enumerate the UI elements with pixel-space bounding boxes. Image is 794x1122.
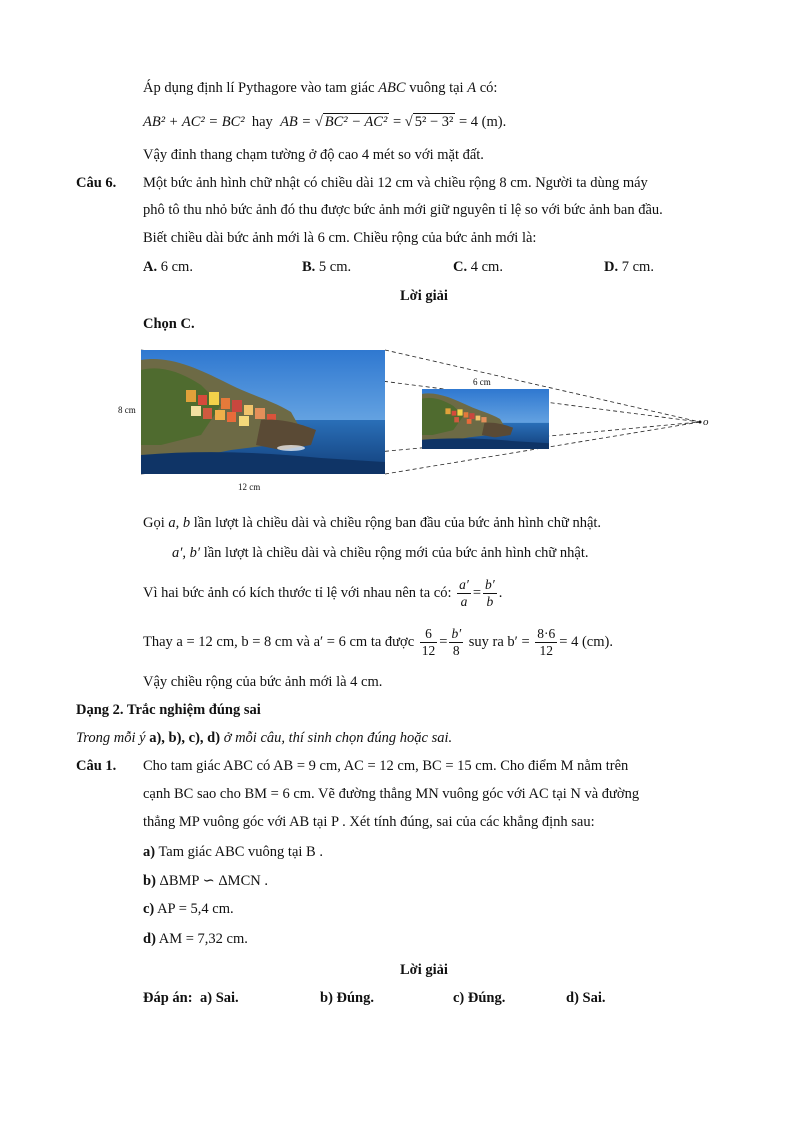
- frac-den: a: [460, 594, 468, 610]
- sol-text: Gọi: [143, 515, 169, 531]
- fraction-8x6-12: [535, 626, 557, 659]
- fraction-a: [457, 577, 471, 610]
- frac-num: 8·6: [537, 626, 556, 642]
- instr-text: Trong mỗi ý: [76, 730, 150, 746]
- item-text: AP = 5,4 cm.: [154, 901, 234, 917]
- item-text: Tam giác ABC vuông tại B .: [155, 844, 323, 860]
- q1-answer-b: b) Đúng.: [320, 990, 374, 1006]
- section-title: Dạng 2. Trắc nghiệm đúng sai: [76, 702, 261, 718]
- sol-line-5: Vậy chiều rộng của bức ảnh mới là 4 cm.: [143, 674, 383, 690]
- option-letter: B.: [302, 259, 316, 275]
- q1-text-line-3: thẳng MP vuông góc với AB tại P . Xét tính đúng, sai của các khẳng định sau:: [143, 814, 595, 830]
- item-text: ΔBMP ∽ ΔMCN .: [155, 873, 268, 889]
- q6-text-line-2: phô tô thu nhỏ bức ảnh đó thu được bức ảnh mới giữ nguyên tỉ lệ so với bức ảnh ban đầu.: [143, 202, 663, 218]
- fraction-b-8: [449, 626, 463, 659]
- formula-ab: AB =: [280, 114, 312, 130]
- q1-label: Câu 1.: [76, 758, 117, 774]
- projection-figure: [0, 0, 794, 520]
- original-photo: [141, 350, 385, 474]
- vertex-name: A: [467, 80, 477, 96]
- intro-text: Áp dụng định lí Pythagore vào tam giác: [143, 80, 379, 96]
- q1-answer-a: a) Sai.: [200, 990, 239, 1006]
- q6-text-line-1: Một bức ảnh hình chữ nhật có chiều dài 12 cm và chiều rộng 8 cm. Người ta dùng máy: [143, 175, 648, 191]
- sol-line-3: [143, 573, 502, 613]
- q1-solution-heading: Lời giải: [400, 962, 448, 978]
- frac-den: 12: [421, 643, 436, 659]
- frac-den: b: [486, 594, 494, 610]
- q1-answer-label: Đáp án:: [143, 990, 193, 1006]
- frac-num: a′: [459, 577, 469, 593]
- option-letter: D.: [604, 259, 619, 275]
- fraction-b: [483, 577, 497, 610]
- formula-sqrt-2: 5² − 3²: [414, 114, 454, 130]
- option-text: 4 cm.: [467, 259, 503, 275]
- sol-text: lần lượt là chiều dài và chiều rộng ban đầu của bức ảnh hình chữ nhật.: [190, 515, 602, 531]
- sol-text: Vì hai bức ảnh có kích thước tỉ lệ với nhau nên ta có:: [143, 585, 452, 601]
- q1-text-line-1: Cho tam giác ABC có AB = 9 cm, AC = 12 cm, BC = 15 cm. Cho điểm M nằm trên: [143, 758, 629, 774]
- sol-text: = 4 (cm).: [559, 634, 613, 650]
- q1-item-b: [143, 872, 268, 890]
- triangle-name: ABC: [378, 80, 406, 96]
- frac-num: b′: [451, 626, 462, 642]
- q1-item-a: [143, 843, 323, 861]
- pythagore-formula: AB² + AC² = BC² hay AB = √ BC² − AC² = √ 5² − 3² = 4 (m).: [143, 114, 507, 130]
- eq: =: [472, 585, 481, 601]
- option-text: 5 cm.: [315, 259, 352, 275]
- item-key: a): [143, 844, 156, 860]
- formula-hay: hay: [251, 114, 273, 130]
- option-text: 6 cm.: [157, 259, 193, 275]
- q6-choose: Chọn C.: [143, 316, 195, 332]
- item-key: b): [143, 873, 156, 889]
- center-point: [699, 421, 702, 424]
- fraction-6-12: [420, 626, 438, 659]
- label-12cm: 12 cm: [238, 482, 261, 492]
- frac-num: b′: [485, 577, 495, 593]
- sol-text: suy ra b′ =: [465, 634, 530, 650]
- q1-answer-d: d) Sai.: [566, 990, 606, 1006]
- eq: =: [439, 634, 448, 650]
- frac-num: 6: [420, 626, 438, 643]
- sol-vars: a, b: [168, 515, 191, 531]
- item-key: d): [143, 931, 156, 947]
- frac-den: 12: [539, 643, 554, 659]
- formula-result: = 4 (m).: [458, 114, 507, 130]
- intro-text: có:: [476, 80, 498, 96]
- period: .: [498, 585, 503, 601]
- q1-item-c: [143, 900, 234, 918]
- instr-items: a), b), c), d): [149, 730, 221, 746]
- formula-left: AB² + AC² = BC²: [143, 114, 245, 130]
- sol-text: Thay a = 12 cm, b = 8 cm và a′ = 6 cm ta được: [143, 634, 415, 650]
- q6-text-line-3: Biết chiều dài bức ảnh mới là 6 cm. Chiều rộng của bức ảnh mới là:: [143, 230, 537, 246]
- sol-text: lần lượt là chiều dài và chiều rộng mới của bức ảnh hình chữ nhật.: [200, 545, 589, 561]
- sol-line-2: [172, 544, 589, 562]
- item-key: c): [143, 901, 155, 917]
- intro-conclusion: Vậy đỉnh thang chạm tường ở độ cao 4 mét so với mặt đất.: [143, 147, 484, 163]
- sol-vars: a′, b′: [172, 545, 201, 561]
- option-text: 7 cm.: [618, 259, 654, 275]
- label-6cm: 6 cm: [473, 377, 491, 387]
- intro-text: vuông tại: [405, 80, 468, 96]
- section-instructions: [76, 729, 452, 747]
- label-8cm: 8 cm: [118, 405, 136, 415]
- option-letter: C.: [453, 259, 468, 275]
- formula-eq: =: [392, 114, 402, 130]
- q1-item-d: [143, 930, 248, 948]
- sol-line-1: [143, 514, 601, 532]
- q6-solution-heading: Lời giải: [400, 288, 448, 304]
- label-o: o: [703, 416, 709, 428]
- frac-den: 8: [452, 643, 460, 659]
- instr-text: ở mỗi câu, thí sinh chọn đúng hoặc sai.: [220, 730, 453, 746]
- q6-label: Câu 6.: [76, 175, 117, 191]
- reduced-photo: [422, 389, 549, 449]
- q1-text-line-2: cạnh BC sao cho BM = 6 cm. Vẽ đường thẳng MN vuông góc với AC tại N và đường: [143, 786, 640, 802]
- sol-line-4: [143, 622, 613, 662]
- item-text: AM = 7,32 cm.: [155, 931, 248, 947]
- formula-sqrt-1: BC² − AC²: [324, 114, 388, 130]
- option-letter: A.: [143, 259, 158, 275]
- q1-answer-c: c) Đúng.: [453, 990, 506, 1006]
